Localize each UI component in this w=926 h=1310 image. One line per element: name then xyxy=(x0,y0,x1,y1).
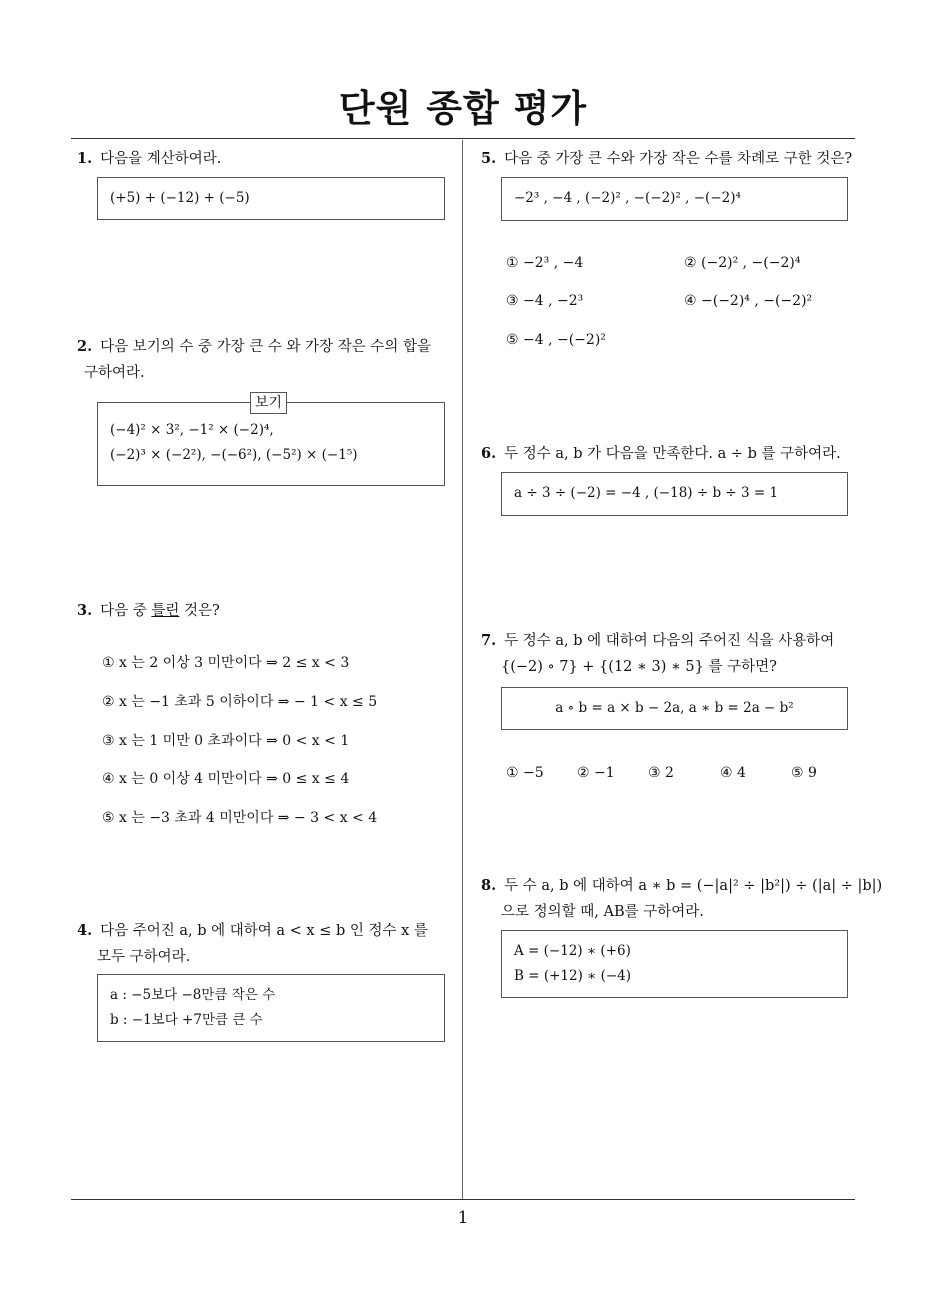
example-line: (−4)² × 3², −1² × (−2)⁴, xyxy=(110,422,274,438)
question-text: 다음 중 xyxy=(100,603,152,619)
choice-2: ② −1 xyxy=(577,765,615,781)
page-title: 단원 종합 평가 xyxy=(338,87,588,130)
choice-1: ① x 는 2 이상 3 미만이다 ⇒ 2 ≤ x < 3 xyxy=(102,655,350,671)
question-text: 다음 보기의 수 중 가장 큰 수 와 가장 작은 수의 합을 xyxy=(100,339,431,355)
question-text: 다음 주어진 a, b 에 대하여 a < x ≤ b 인 정수 x 를 xyxy=(100,923,428,939)
condition: a ÷ 3 ÷ (−2) = −4 , (−18) ÷ b ÷ 3 = 1 xyxy=(514,485,779,501)
q5-expression-box xyxy=(501,177,848,221)
question-6 xyxy=(481,441,841,467)
condition-line: b : −1보다 +7만큼 큰 수 xyxy=(110,1012,263,1028)
choice-1: ① −2³ , −4 xyxy=(506,255,584,271)
question-4 xyxy=(77,918,428,970)
column-divider xyxy=(462,140,463,1200)
choice-2: ② x 는 −1 초과 5 이하이다 ⇒ − 1 < x ≤ 5 xyxy=(102,694,378,710)
question-text: 다음 중 가장 큰 수와 가장 작은 수를 차례로 구한 것은? xyxy=(504,151,853,167)
q8-definition-box xyxy=(501,930,848,998)
choice-1: ① −5 xyxy=(506,765,544,781)
question-number: 2. xyxy=(77,338,93,355)
definition-line: A = (−12) ∗ (+6) xyxy=(514,943,631,959)
choice-5: ⑤ 9 xyxy=(791,765,817,781)
choice-3: ③ −4 , −2³ xyxy=(506,293,584,309)
question-text-cont: {(−2) ∘ 7} + {(12 ∗ 3) ∗ 5} 를 구하면? xyxy=(501,659,777,675)
question-number: 5. xyxy=(481,150,497,167)
q7-definition-box xyxy=(501,687,848,730)
question-text: 다음을 계산하여라. xyxy=(100,151,222,167)
choice-5: ⑤ x 는 −3 초과 4 미만이다 ⇒ − 3 < x < 4 xyxy=(102,810,378,826)
question-number: 3. xyxy=(77,602,93,619)
q4-condition-box xyxy=(97,974,445,1042)
question-text-cont: 구하여라. xyxy=(84,365,145,381)
condition-line: a : −5보다 −8만큼 작은 수 xyxy=(110,987,276,1003)
choice-3: ③ 2 xyxy=(648,765,674,781)
question-1 xyxy=(77,146,221,172)
page-number: 1 xyxy=(457,1208,469,1228)
choice-5: ⑤ −4 , −(−2)² xyxy=(506,332,606,348)
example-line: (−2)³ × (−2²), −(−6²), (−5²) × (−1⁵) xyxy=(110,447,358,463)
choice-4: ④ 4 xyxy=(720,765,746,781)
choice-4: ④ x 는 0 이상 4 미만이다 ⇒ 0 ≤ x ≤ 4 xyxy=(102,771,350,787)
q6-condition-box xyxy=(501,472,848,516)
example-label: 보기 xyxy=(250,392,287,414)
question-text-cont: 으로 정의할 때, AB를 구하여라. xyxy=(501,904,704,920)
question-text: 두 수 a, b 에 대하여 a ∗ b = (−|a|² ÷ |b²|) ÷ (|a| ÷ |b|) xyxy=(504,878,883,894)
question-number: 6. xyxy=(481,445,497,462)
question-text: 두 정수 a, b 가 다음을 만족한다. a ÷ b 를 구하여라. xyxy=(504,446,841,462)
question-8 xyxy=(481,873,882,925)
expression: (+5) + (−12) + (−5) xyxy=(110,190,250,206)
top-rule xyxy=(71,138,855,139)
question-number: 7. xyxy=(481,632,497,649)
question-number: 8. xyxy=(481,877,497,894)
choice-3: ③ x 는 1 미만 0 초과이다 ⇒ 0 < x < 1 xyxy=(102,733,350,749)
question-2 xyxy=(77,334,431,386)
q2-example-box xyxy=(97,402,445,486)
question-text-cont: 모두 구하여라. xyxy=(97,949,191,965)
question-5 xyxy=(481,146,852,172)
q1-expression-box xyxy=(97,177,445,220)
expression: −2³ , −4 , (−2)² , −(−2)² , −(−2)⁴ xyxy=(514,190,741,206)
choice-2: ② (−2)² , −(−2)⁴ xyxy=(684,255,801,271)
definition-line: B = (+12) ∗ (−4) xyxy=(514,968,632,984)
definition: a ∘ b = a × b − 2a, a ∗ b = 2a − b² xyxy=(555,700,794,716)
question-3 xyxy=(77,598,220,624)
question-number: 4. xyxy=(77,922,93,939)
question-7 xyxy=(481,628,834,680)
bottom-rule xyxy=(71,1199,855,1200)
question-text: 것은? xyxy=(179,603,220,619)
question-text: 두 정수 a, b 에 대하여 다음의 주어진 식을 사용하여 xyxy=(504,633,835,649)
choice-4: ④ −(−2)⁴ , −(−2)² xyxy=(684,293,813,309)
underlined-word: 틀린 xyxy=(151,603,180,619)
question-number: 1. xyxy=(77,150,93,167)
